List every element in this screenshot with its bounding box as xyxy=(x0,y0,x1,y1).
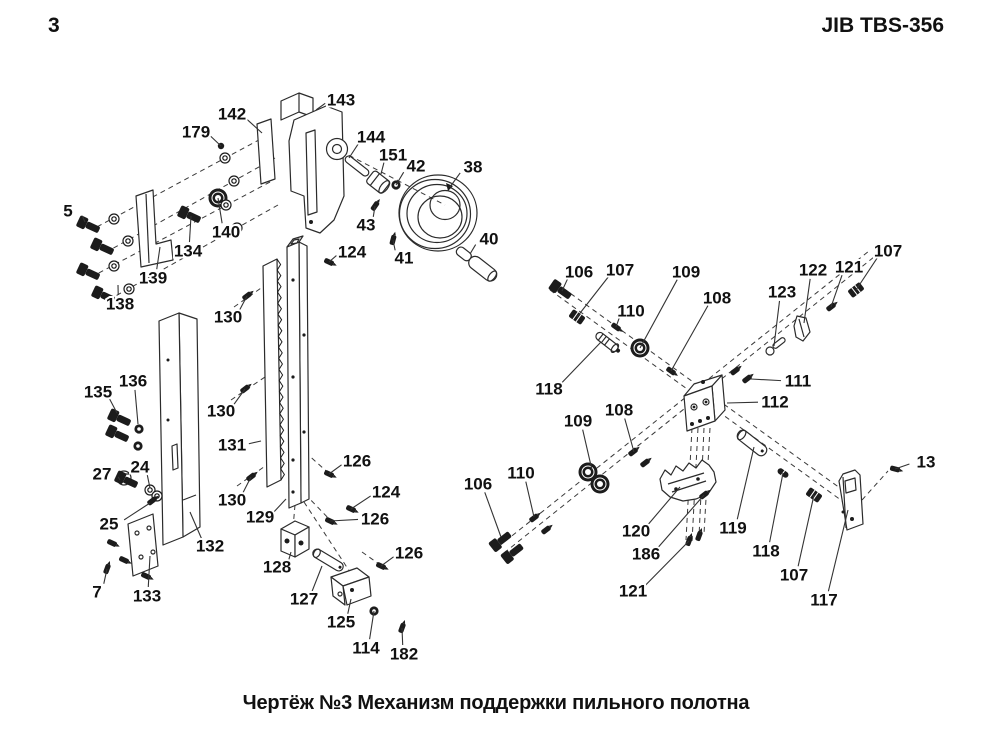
part-label: 108 xyxy=(702,288,732,308)
part-label: 138 xyxy=(105,294,135,314)
part-label: 151 xyxy=(378,145,408,165)
leader-line xyxy=(648,487,680,525)
part-label: 140 xyxy=(211,222,241,242)
part-label: 42 xyxy=(406,156,426,176)
part-label: 128 xyxy=(262,557,292,577)
part-label: 126 xyxy=(360,509,390,529)
screw-glyph xyxy=(741,372,755,384)
clip-123 xyxy=(766,347,774,355)
part-label: 143 xyxy=(326,90,356,110)
part-label: 139 xyxy=(138,268,168,288)
screw-glyph xyxy=(729,364,743,376)
leader-line xyxy=(351,496,371,509)
bolt-glyph xyxy=(177,205,203,226)
washer-glyph xyxy=(124,284,134,294)
part-label: 132 xyxy=(195,536,225,556)
part-label: 124 xyxy=(337,242,367,262)
part-label: 121 xyxy=(834,257,864,277)
bushing-151 xyxy=(366,170,392,195)
part-label: 135 xyxy=(83,382,113,402)
shaft-144-head xyxy=(327,139,348,160)
handle-40 xyxy=(454,244,500,284)
leader-line xyxy=(402,628,403,645)
part-label: 124 xyxy=(371,482,401,502)
part-label: 119 xyxy=(719,518,747,538)
leader-line xyxy=(774,301,780,346)
screw-glyph xyxy=(241,289,255,301)
plate-139 xyxy=(136,190,173,267)
part-label: 144 xyxy=(356,127,386,147)
part-label: 130 xyxy=(206,401,236,421)
leader-line xyxy=(671,306,708,371)
part-label: 38 xyxy=(463,157,483,177)
leader-line xyxy=(526,482,534,517)
column-129 xyxy=(287,242,301,508)
leader-line xyxy=(625,418,634,452)
leader-line xyxy=(562,342,601,383)
bolt-glyph xyxy=(105,424,131,445)
part-label: 41 xyxy=(394,248,414,268)
part-label: 13 xyxy=(916,452,936,472)
screw-glyph xyxy=(239,382,253,394)
washer-glyph xyxy=(109,214,119,224)
page-header xyxy=(0,14,992,38)
channel-132 xyxy=(159,313,183,545)
part-label: 111 xyxy=(784,371,812,391)
bolt-glyph xyxy=(488,529,514,553)
part-label: 118 xyxy=(752,541,780,561)
screw-glyph xyxy=(639,456,653,468)
leader-line xyxy=(249,441,261,444)
leader-line xyxy=(381,557,394,566)
leader-line xyxy=(274,499,286,512)
leader-line xyxy=(312,566,322,591)
washer-glyph xyxy=(229,176,239,186)
model-title: JIB TBS-356 xyxy=(821,14,944,37)
nut-glyph xyxy=(134,424,143,433)
bolt-glyph xyxy=(500,541,526,565)
washer-glyph xyxy=(123,236,133,246)
leader-line xyxy=(329,465,342,474)
leader-line xyxy=(798,495,814,566)
leader-line xyxy=(135,390,138,424)
part-label: 126 xyxy=(394,543,424,563)
part-label: 179 xyxy=(181,122,211,142)
washer-glyph xyxy=(221,200,231,210)
pin-127 xyxy=(311,547,345,572)
leader-line xyxy=(470,245,476,254)
leader-line xyxy=(895,464,909,469)
washer-glyph xyxy=(220,153,230,163)
screw-glyph xyxy=(370,198,382,212)
figure-caption: Чертёж №3 Механизм поддержки пильного полотна xyxy=(242,692,750,714)
part-label: 133 xyxy=(132,586,162,606)
part-label: 109 xyxy=(671,262,701,282)
part-label: 186 xyxy=(631,544,661,564)
leader-line xyxy=(485,492,501,537)
part-label: 110 xyxy=(617,301,645,321)
part-label: 27 xyxy=(92,464,112,484)
part-label: 108 xyxy=(604,400,634,420)
leader-line xyxy=(727,402,758,403)
part-label: 120 xyxy=(621,521,651,541)
plate-142 xyxy=(257,119,275,184)
bolt-glyph xyxy=(90,237,116,258)
screw-glyph xyxy=(103,560,113,574)
part-label: 106 xyxy=(463,474,493,494)
knob-glyph xyxy=(591,475,610,494)
part-label: 136 xyxy=(118,371,148,391)
screw-glyph xyxy=(324,517,338,527)
leader-line xyxy=(751,379,781,381)
part-label: 142 xyxy=(217,104,247,124)
screw-glyph xyxy=(245,470,259,482)
screw-glyph xyxy=(323,258,337,268)
leader-line xyxy=(804,279,810,323)
washer-glyph xyxy=(109,261,119,271)
bolt-glyph xyxy=(76,215,102,236)
part-label: 121 xyxy=(618,581,648,601)
part-label: 25 xyxy=(99,514,119,534)
bracket-143-slot xyxy=(306,130,317,215)
leader-line xyxy=(370,611,374,639)
part-label: 130 xyxy=(213,307,243,327)
leader-line xyxy=(189,216,191,242)
screw-glyph xyxy=(345,505,359,515)
part-label: 107 xyxy=(873,241,903,261)
part-label: 130 xyxy=(217,490,247,510)
part-label: 40 xyxy=(479,229,499,249)
part-label: 7 xyxy=(92,582,102,602)
part-label: 109 xyxy=(563,411,593,431)
part-label: 125 xyxy=(326,612,356,632)
leader-line xyxy=(211,136,221,146)
part-label: 107 xyxy=(605,260,635,280)
part-label: 114 xyxy=(352,638,380,658)
part-label: 126 xyxy=(342,451,372,471)
screw-glyph xyxy=(540,523,554,535)
part-label: 24 xyxy=(130,457,150,477)
leader-line xyxy=(577,277,609,317)
part-label: 106 xyxy=(564,262,594,282)
part-label: 107 xyxy=(779,565,809,585)
shaft-144-rod xyxy=(344,155,370,178)
nut-glyph xyxy=(133,441,142,450)
part-label: 134 xyxy=(173,241,203,261)
part-label: 117 xyxy=(810,590,838,610)
leader-line xyxy=(737,447,754,519)
screw-glyph xyxy=(375,562,389,572)
part-label: 182 xyxy=(389,644,419,664)
screw-glyph xyxy=(627,445,641,457)
part-label: 122 xyxy=(798,260,828,280)
leader-line xyxy=(828,510,848,591)
page-number: 3 xyxy=(48,14,60,37)
part-label: 112 xyxy=(761,392,789,412)
leader-line xyxy=(640,280,677,348)
leader-line xyxy=(234,389,245,405)
part-label: 110 xyxy=(507,463,535,483)
threaded-shaft-118 xyxy=(594,330,623,356)
part-label: 5 xyxy=(63,201,73,221)
screw-glyph xyxy=(323,470,337,480)
part-label: 43 xyxy=(356,215,376,235)
part-label: 127 xyxy=(289,589,319,609)
leader-line xyxy=(770,473,783,542)
part-label: 129 xyxy=(245,507,275,527)
bolt-glyph xyxy=(76,262,102,283)
screw-glyph xyxy=(140,572,154,582)
part-label: 118 xyxy=(535,379,563,399)
part-label: 123 xyxy=(767,282,797,302)
diagram-artwork xyxy=(92,90,888,605)
screw-glyph xyxy=(106,539,120,549)
screw-glyph xyxy=(528,511,542,523)
part-label: 131 xyxy=(217,435,247,455)
plate-133 xyxy=(128,514,158,576)
